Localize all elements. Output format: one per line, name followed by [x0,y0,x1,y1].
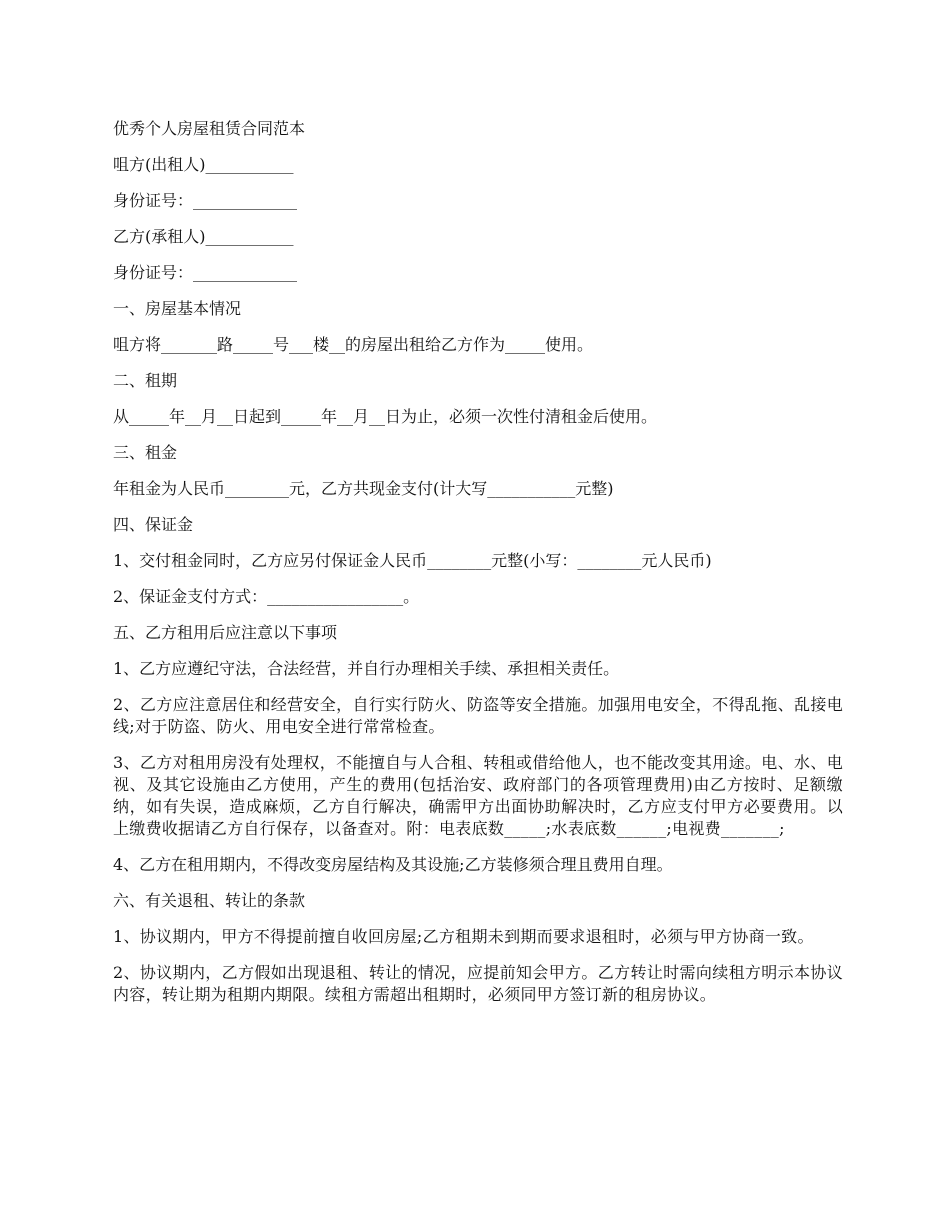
section-3-heading: 三、租金 [113,443,178,462]
section-5-item-4: 4、乙方在租用期内，不得改变房屋结构及其设施;乙方装修须合理且费用自理。 [113,855,673,874]
section-2-text: 从_____年__月__日起到_____年__月__日为止，必须一次性付清租金后使用。 [113,407,658,426]
section-2-heading: 二、租期 [113,371,178,390]
section-5-item-2: 2、乙方应注意居住和经营安全，自行实行防火、防盗等安全措施。加强用电安全，不得乱拖、乱接电线;对于防盗、防火、用电安全进行常常检查。 [113,695,843,736]
party-a-line: 咀方(出租人)___________ [113,155,294,174]
section-3-text: 年租金为人民币________元，乙方共现金支付(计大写___________元整) [113,479,614,498]
section-1-text: 咀方将_______路_____号___楼__的房屋出租给乙方作为_____使用。 [113,335,594,354]
section-5-item-1: 1、乙方应遵纪守法，合法经营，并自行办理相关手续、承担相关责任。 [113,659,620,678]
section-4-heading: 四、保证金 [113,515,194,534]
section-6-heading: 六、有关退租、转让的条款 [113,891,306,910]
section-6-item-2: 2、协议期内，乙方假如出现退租、转让的情况，应提前知会甲方。乙方转让时需向续租方明示本协议内容，转让期为租期内期限。续租方需超出租期时，必须同甲方签订新的租房协议。 [113,963,843,1004]
party-a-id-line: 身份证号：_____________ [113,191,298,210]
contract-body [113,118,843,1020]
section-5-item-3: 3、乙方对租用房没有处理权，不能擅自与人合租、转租或借给他人，也不能改变其用途。电、水、电视、及其它设施由乙方使用，产生的费用(包括治安、政府部门的各项管理费用)由乙方按时、足额缴纳，如有失误，造成麻烦，乙方自行解决，确需甲方出面协助解决时，乙方应支付甲方必要费用。以上缴费收据请乙方自行保存，以备查对。附：电表底数_____;水表底数______;电视费_______; [113,753,843,838]
section-4-item-2: 2、保证金支付方式：_________________。 [113,587,420,606]
section-5-heading: 五、乙方租用后应注意以下事项 [113,623,338,642]
party-b-line: 乙方(承租人)___________ [113,227,294,246]
document-title: 优秀个人房屋租赁合同范本 [113,119,306,138]
party-b-id-line: 身份证号：_____________ [113,263,298,282]
section-4-item-1: 1、交付租金同时，乙方应另付保证金人民币________元整(小写：________元人民币) [113,551,712,570]
section-6-item-1: 1、协议期内，甲方不得提前擅自收回房屋;乙方租期未到期而要求退租时，必须与甲方协商一致。 [113,927,814,946]
section-1-heading: 一、房屋基本情况 [113,299,242,318]
